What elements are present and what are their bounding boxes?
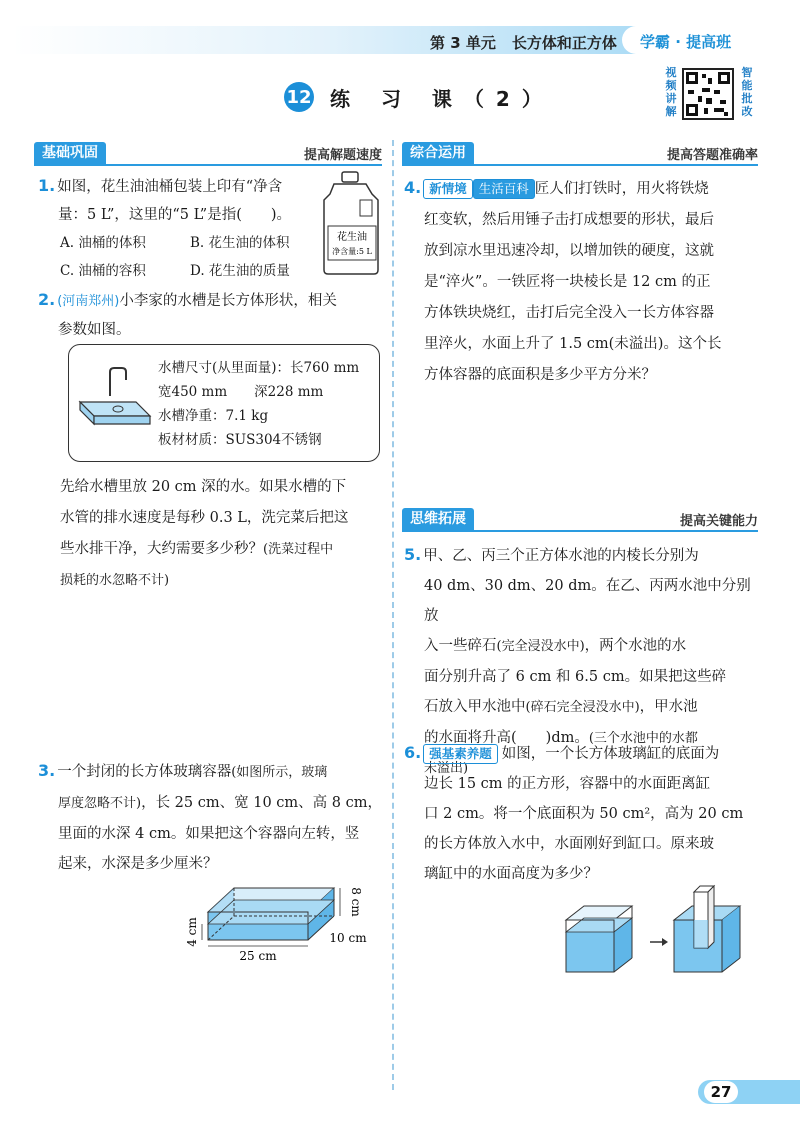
q6-line3: 口 2 cm。将一个底面积为 50 cm²，高为 20 cm xyxy=(424,806,744,822)
tank-figure xyxy=(562,880,762,980)
fig3-width: 10 cm xyxy=(329,931,367,945)
q4-line3: 放到凉水里迅速冷却，以增加铁的硬度，这就 xyxy=(424,243,714,259)
fig3-height: 8 cm xyxy=(349,887,363,917)
q1-option-d[interactable]: D. 花生油的质量 xyxy=(190,263,290,279)
q4-line2: 红变软，然后用锤子击打成想要的形状，最后 xyxy=(424,212,714,228)
qr-left-caption: 视频讲解 xyxy=(665,66,677,118)
q4-line5: 方体铁块烧红，击打后完全没入一长方体容器 xyxy=(424,305,714,321)
q4-line7: 方体容器的底面积是多少平方分米？ xyxy=(424,367,656,383)
q1-line2: 量：5 L”，这里的“5 L”是指( )。 xyxy=(58,207,292,223)
q6-line2: 边长 15 cm 的正方形，容器中的水面距离缸 xyxy=(424,776,711,792)
q5-line6a: 的水面将升高( )dm。 xyxy=(424,730,589,746)
q4-line6: 里淬火，水面上升了 1.5 cm(未溢出)。这个长 xyxy=(424,336,722,352)
q4-number: 4. xyxy=(404,178,422,197)
q1-option-a[interactable]: A. 油桶的体积 xyxy=(60,235,146,251)
unit-label: 第 3 单元 xyxy=(430,34,496,52)
question-1 xyxy=(38,172,328,229)
qr-code-icon[interactable] xyxy=(682,68,734,120)
q4-line1: 匠人们打铁时，用火将铁烧 xyxy=(534,181,709,197)
q2-source: (河南郑州) xyxy=(57,294,120,309)
q2-note2: 损耗的水忽略不计) xyxy=(60,573,170,588)
q4-tag-life: 生活百科 xyxy=(473,179,535,199)
bottle-label-net: 净含量:5 L xyxy=(332,247,372,256)
sink-spec-width-depth: 宽450 mm 深228 mm xyxy=(158,384,324,400)
fig3-length: 25 cm xyxy=(239,949,277,963)
q5-line2: 40 dm、30 dm、20 dm。在乙、丙两水池中分别放 xyxy=(424,578,751,624)
q1-option-c[interactable]: C. 油桶的容积 xyxy=(60,263,146,279)
q1-number: 1. xyxy=(38,176,56,195)
q3-line3: 里面的水深 4 cm。如果把这个容器向左转，竖 xyxy=(58,826,360,842)
sink-spec-weight: 水槽净重：7.1 kg xyxy=(158,408,269,424)
page-number: 27 xyxy=(704,1081,738,1103)
q6-line1: 如图，一个长方体玻璃缸的底面为 xyxy=(501,746,720,762)
q5-note-d: 未溢出) xyxy=(424,761,469,776)
q5-note-a: (完全浸没水中) xyxy=(496,639,585,654)
q2-line1: 小李家的水槽是长方体形状，相关 xyxy=(119,293,337,309)
q3-number: 3. xyxy=(38,761,56,780)
q2-note1: (洗菜过程中 xyxy=(263,542,334,557)
lesson-title: 练 习 课（2） xyxy=(330,86,554,111)
q5-line1: 甲、乙、丙三个正方体水池的内棱长分别为 xyxy=(423,548,699,564)
brand-label: 学霸 · 提高班 xyxy=(640,33,732,51)
sink-spec-material: 板材材质：SUS304不锈钢 xyxy=(158,432,322,448)
question-2 xyxy=(38,286,388,344)
sink-specs xyxy=(158,356,359,452)
qr-right-caption: 智能批改 xyxy=(741,66,753,118)
section-basic-label: 基础巩固 xyxy=(34,142,106,164)
sink-figure xyxy=(76,366,152,440)
q3-note1: (如图所示，玻璃 xyxy=(231,765,328,780)
oil-bottle-figure xyxy=(320,170,384,278)
section-extend xyxy=(402,508,758,532)
q1-option-b[interactable]: B. 花生油的体积 xyxy=(190,235,290,251)
q4-tag-new: 新情境 xyxy=(423,179,473,199)
header-unit xyxy=(430,32,633,53)
q3-note2: 厚度忽略不计) xyxy=(58,796,142,811)
q2-number: 2. xyxy=(38,290,56,309)
q2-line4: 水管的排水速度是每秒 0.3 L，洗完菜后把这 xyxy=(60,510,349,526)
q5-note-b: (碎石完全浸没水中) xyxy=(525,700,640,715)
section-apply-label: 综合运用 xyxy=(402,142,474,164)
q5-line4: 面分别升高了 6 cm 和 6.5 cm。如果把这些碎 xyxy=(424,669,727,685)
q6-tag: 强基素养题 xyxy=(423,744,498,764)
q5-line5b: ，甲水池 xyxy=(639,699,698,715)
chapter-label: 长方体和正方体 xyxy=(511,34,617,52)
fig3-water: 4 cm xyxy=(185,917,199,947)
q5-number: 5. xyxy=(404,545,422,564)
section-extend-goal: 提高关键能力 xyxy=(679,514,758,529)
section-basic-goal: 提高解题速度 xyxy=(303,148,382,163)
q5-line5a: 石放入甲水池中 xyxy=(424,699,526,715)
q4-line4: 是“淬火”。一铁匠将一块棱长是 12 cm 的正 xyxy=(424,274,711,290)
q3-line4: 起来，水深是多少厘米？ xyxy=(58,856,218,872)
question-3 xyxy=(38,756,388,879)
section-apply xyxy=(402,142,758,166)
q1-options xyxy=(60,229,320,285)
glass-box-figure xyxy=(180,870,380,970)
section-basic xyxy=(34,142,382,166)
q3-line1: 一个封闭的长方体玻璃容器 xyxy=(57,764,232,780)
q6-line5: 璃缸中的水面高度为多少？ xyxy=(424,866,598,882)
page-title xyxy=(284,82,554,112)
q2-body xyxy=(60,472,394,596)
sink-spec-size: 水槽尺寸(从里面量)：长760 mm xyxy=(158,360,360,376)
question-4 xyxy=(404,172,756,391)
section-apply-goal: 提高答题准确率 xyxy=(666,148,758,163)
section-extend-label: 思维拓展 xyxy=(402,508,474,530)
column-divider xyxy=(392,140,394,1090)
lesson-number-badge: 12 xyxy=(284,82,314,112)
question-6 xyxy=(404,738,756,889)
q5-line3a: 入一些碎石 xyxy=(424,638,497,654)
q1-line1: 如图，花生油油桶包装上印有“净含 xyxy=(57,179,283,195)
q5-note-c: (三个水池中的水都 xyxy=(588,731,698,746)
q6-number: 6. xyxy=(404,743,422,762)
q2-line2: 参数如图。 xyxy=(58,322,131,338)
q6-line4: 的长方体放入水中，水面刚好到缸口。原来玻 xyxy=(424,836,714,852)
qr-code-block[interactable] xyxy=(658,66,758,134)
q2-line3: 先给水槽里放 20 cm 深的水。如果水槽的下 xyxy=(60,479,347,495)
q2-line5: 些水排干净，大约需要多少秒？ xyxy=(60,541,263,557)
bottle-label-name: 花生油 xyxy=(337,232,367,243)
q3-line2: ，长 25 cm、宽 10 cm、高 8 cm， xyxy=(141,795,382,811)
q5-line3b: ，两个水池的水 xyxy=(584,638,687,654)
